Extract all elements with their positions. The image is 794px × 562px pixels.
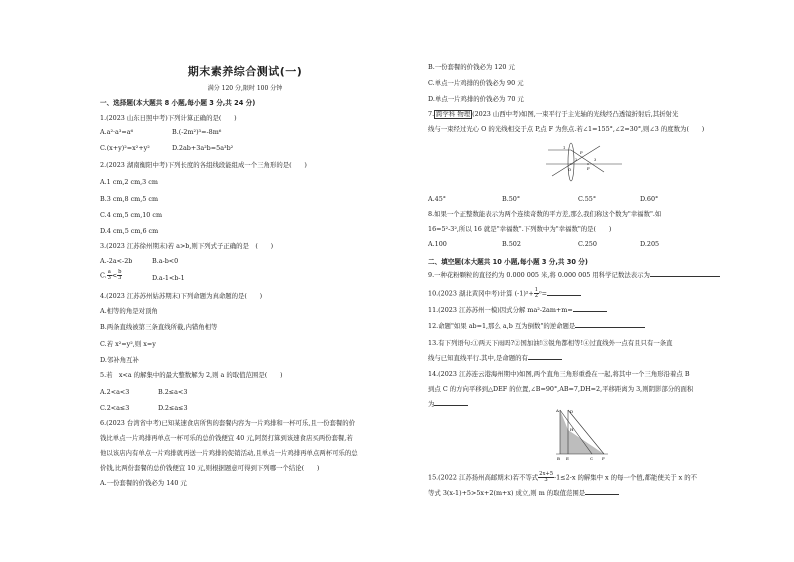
answer-blank-14[interactable] [434, 400, 468, 406]
cross-discipline-tag: 跨学科 物理 [436, 110, 471, 118]
answer-blank-15[interactable] [585, 489, 619, 495]
question-6-line-4: 价钱,比两份套餐的总价钱便宜 10 元,则根据题意可得到下列哪一个结论( ) [100, 464, 320, 472]
label-f: F [587, 166, 590, 171]
q5-option-d: D.2≤a≤3 [158, 404, 188, 412]
question-4: 4.(2023 江苏苏州姑苏期末)下列命题为真命题的是( ) [100, 292, 263, 300]
q3-option-a: A.-2a<-2b [100, 257, 133, 265]
label-angle-2: 2 [575, 158, 578, 162]
question-14-line-1: 14.(2023 江苏连云港海州期中)如图,两个直角三角形重叠在一起,将其中一个三角形沿着点 B [428, 370, 690, 378]
label-b: B [557, 456, 560, 461]
triangle-figure [540, 406, 620, 462]
q10-fraction: $\frac{1}{2}$ [534, 287, 539, 300]
q2-option-b: B.3 cm,8 cm,5 cm [100, 195, 158, 203]
q6-option-d: D.单点一片鸡排的价钱必为 70 元 [428, 95, 524, 103]
q2-option-a: A.1 cm,2 cm,3 cm [100, 178, 158, 186]
q4-option-a: A.相等的角是对顶角 [100, 307, 158, 315]
q8-option-d: D.205 [640, 240, 660, 248]
q2-option-d: D.4 cm,5 cm,6 cm [100, 227, 159, 235]
answer-blank-9[interactable] [650, 271, 720, 277]
answer-blank-10[interactable] [547, 290, 581, 296]
question-14-line-3: 为 [428, 400, 468, 408]
page-title: 期末素养综合测试(一) [187, 65, 303, 78]
answer-blank-12[interactable] [575, 322, 645, 328]
question-6-line-2: 钱比单点一片鸡排再单点一杯可乐的总价钱便宜 40 元,阿贤打算到该速食店买两份套餐,若 [100, 434, 353, 442]
question-9: 9.一种花粉颗粒的直径约为 0.000 005 米,将 0.000 005 用科学记数法表示为 [428, 271, 720, 279]
question-3: 3.(2023 江苏徐州期末)若 a>b,则下列式子正确的是 ( ) [100, 242, 274, 250]
question-5: 5.若 x<a 的解集中的最大整数解为 2,则 a 的取值范围是( ) [100, 371, 283, 379]
label-h: H [570, 427, 574, 432]
question-1: 1.(2023 山东日照中考)下列计算正确的是( ) [100, 114, 237, 122]
q7-option-a: A.45° [428, 195, 446, 203]
q8-option-c: C.250 [578, 240, 597, 248]
q15-fraction: $\frac{2x+5}{3}$ [539, 471, 554, 484]
q6-option-b: B.一份套餐的价钱必为 120 元 [428, 63, 515, 71]
lens-figure [544, 140, 624, 184]
q1-option-b: B.(-2m²)³=-8m⁶ [172, 128, 222, 136]
label-a: A [556, 408, 559, 413]
q6-option-a: A.一份套餐的价钱必为 140 元 [100, 479, 187, 487]
q5-option-b: B.2≤a<3 [158, 388, 188, 396]
question-7-line-2: 线与一束经过光心 O 的光线相交于点 P,点 F 为焦点.若∠1=155°,∠2=30°,则∠3 的度数为( ) [428, 125, 705, 133]
section-choice-heading: 一、选择题(本大题共 8 小题,每小题 3 分,共 24 分) [100, 99, 256, 107]
q3-option-b: B.a-b<0 [152, 257, 179, 265]
q4-option-b: B.两条直线被第三条直线所截,内错角相等 [100, 323, 218, 331]
label-angle-1: 1 [563, 146, 566, 150]
question-6-line-1: 6.(2023 台湾省中考)已知某速食店所售的套餐内容为一片鸡排和一杯可乐,且一份套餐的价 [100, 419, 356, 427]
question-12: 12.命题"如果 ab=1,那么 a,b 互为倒数"的逆命题是 [428, 322, 645, 330]
q1-option-c: C.(x+y)²=x²+y² [100, 144, 150, 152]
q4-option-c: C.若 x²=y²,则 x=y [100, 340, 156, 348]
q7-option-c: C.55° [578, 195, 597, 203]
question-8-line-2: 16=5²-3²,所以 16 就是"幸福数".下列数中为"幸福数"的是( ) [428, 225, 612, 233]
q5-option-c: C.2<a≤3 [100, 404, 130, 412]
question-15-line-2: 等式 3(x-1)+5>5x+2(m+x) 成立,则 m 的取值范围是 [428, 489, 619, 497]
answer-blank-11[interactable] [573, 306, 607, 312]
label-p: P [580, 150, 583, 155]
q3-option-d: D.a-1<b-1 [152, 274, 185, 282]
q3-fraction-a: $\frac{a}{3}$ [107, 269, 111, 282]
q1-option-a: A.a²·a³=a⁶ [100, 128, 134, 136]
label-angle-3: 3 [594, 158, 597, 162]
q4-option-d: D.邻补角互补 [100, 356, 139, 364]
label-c: C [590, 456, 594, 461]
question-10: 10.(2023 湖北黄冈中考)计算 (-1)²+ $\frac{1}{2}$ ⁰= [428, 288, 581, 299]
q7-option-b: B.50° [502, 195, 521, 203]
question-7-line-1: 7. 跨学科 物理 (2023 山西中考)如图,一束平行于主光轴的光线经凸透镜折射后,其折射光 [428, 110, 679, 118]
question-11: 11.(2023 江苏苏州一模)因式分解 ma²-2am+m= [428, 306, 607, 314]
q8-option-a: A.100 [428, 240, 447, 248]
question-8-line-1: 8.如果一个正整数能表示为两个连续奇数的平方差,那么我们称这个数为"幸福数".如 [428, 210, 662, 218]
question-6-line-3: 他以该店内有单点一片鸡排就再送一片鸡排的促销活动,且单点一片鸡排再单点两杯可乐的总 [100, 449, 358, 457]
q1-option-d: D.2ab+3a²b=5a³b² [172, 144, 234, 152]
question-13-line-2: 线与已知直线平行.其中,是命题的有 [428, 354, 562, 362]
question-15-line-1: 15.(2022 江苏扬州高邮期末)若不等式 $\frac{2x+5}{3}$ -1≤2-x 的解集中 x 的每一个值,都能使关于 x 的不 [428, 471, 698, 484]
question-13-line-1: 13.有下列语句:①两天下雨吗?②国加油!③锐角都相等!④过直线外一点有且只有一条直 [428, 339, 673, 347]
q6-option-c: C.单点一片鸡排的价钱必为 90 元 [428, 79, 524, 87]
question-14-line-2: 到点 C 的方向平移到△DEF 的位置,∠B=90°,AB=7,DH=2,平移距离为 3,则阴影部分的面积 [428, 385, 694, 393]
question-2: 2.(2023 湖南衡阳中考)下列长度的各组线段能组成一个三角形的是( ) [100, 161, 307, 169]
label-o: O [568, 167, 572, 172]
q5-option-a: A.2<a<3 [100, 388, 130, 396]
answer-blank-13[interactable] [528, 354, 562, 360]
q3-fraction-b: $\frac{b}{3}$ [118, 269, 122, 282]
q2-option-c: C.4 cm,5 cm,10 cm [100, 211, 163, 219]
label-e: E [566, 456, 569, 461]
label-d: D [570, 409, 574, 414]
q3-option-c: C. $\frac{a}{3}$ < $\frac{b}{3}$ [100, 269, 122, 282]
q8-option-b: B.502 [502, 240, 521, 248]
label-f: F [602, 456, 605, 461]
q7-option-d: D.60° [640, 195, 659, 203]
page-subtitle: 满分 120 分,限时 100 分钟 [207, 85, 283, 92]
section-fill-heading: 二、填空题(本大题共 10 小题,每小题 3 分,共 30 分) [428, 258, 588, 266]
